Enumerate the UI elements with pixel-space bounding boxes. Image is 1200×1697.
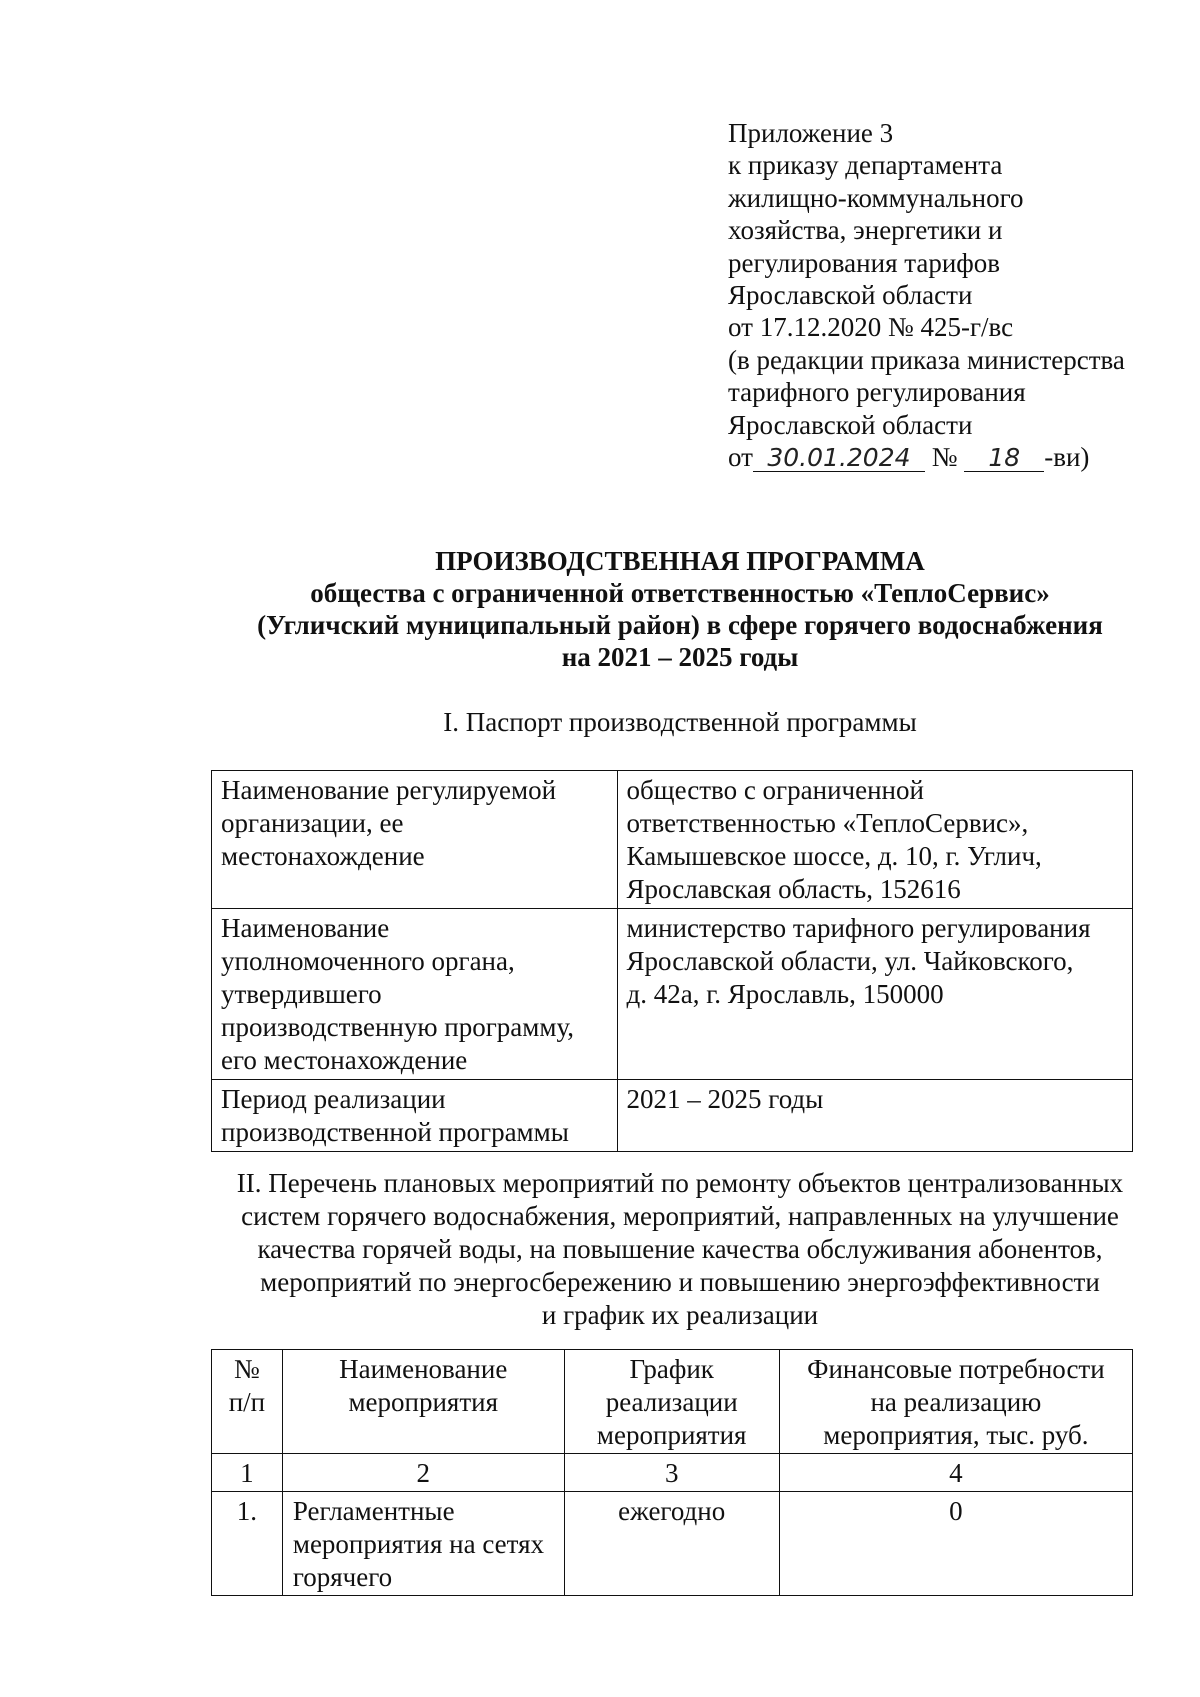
- table-row: [212, 771, 1133, 909]
- header-line: мероприятия: [596, 1420, 747, 1450]
- cell-line: Наименование регулируемой: [221, 775, 557, 805]
- appendix-line: регулирования тарифов: [728, 247, 1001, 278]
- passport-label-cell: [212, 909, 618, 1080]
- cell-line: общество с ограниченной: [626, 775, 924, 805]
- section-2-title-line: II. Перечень плановых мероприятий по ремонту объектов централизованных: [236, 1168, 1124, 1198]
- document-title: [150, 545, 1200, 673]
- appendix-line: Ярославской области: [728, 280, 973, 311]
- section-2-title-line: качества горячей воды, на повышение качества обслуживания абонентов,: [257, 1234, 1103, 1264]
- cell-line: Регламентные: [292, 1496, 455, 1526]
- appendix-amendment-line: [728, 441, 1168, 473]
- cell-line: Наименование: [221, 913, 390, 943]
- schedule-cell: ежегодно: [564, 1492, 779, 1596]
- cell-line: местонахождение: [221, 841, 425, 871]
- header-line: мероприятия, тыс. руб.: [823, 1420, 1089, 1450]
- section-2-title: [150, 1167, 1200, 1332]
- header-line: №: [234, 1354, 260, 1384]
- passport-table: [211, 770, 1133, 1152]
- cell-line: Период реализации: [221, 1084, 446, 1114]
- passport-value-cell: [617, 909, 1132, 1080]
- header-line: на реализацию: [870, 1387, 1042, 1417]
- header-line: реализации: [605, 1387, 738, 1417]
- amendment-suffix: -ви): [1044, 442, 1090, 473]
- table-row: [212, 1080, 1133, 1152]
- cell-line: 2021 – 2025 годы: [626, 1084, 824, 1114]
- cell-line: горячего: [292, 1562, 393, 1592]
- cell-line: производственной программы: [221, 1117, 569, 1147]
- section-2-title-line: мероприятий по энергосбережению и повышению энергоэффективности: [260, 1267, 1100, 1297]
- column-numbers-row: [212, 1454, 1133, 1492]
- column-number-cell: 1: [212, 1454, 283, 1492]
- header-line: График: [629, 1354, 714, 1384]
- table-row: [212, 1492, 1133, 1596]
- section-1-title: [150, 706, 1200, 739]
- title-line: ПРОИЗВОДСТВЕННАЯ ПРОГРАММА: [435, 546, 925, 576]
- section-2-title-line: и график их реализации: [541, 1300, 819, 1330]
- passport-label-cell: [212, 771, 618, 909]
- appendix-block: [728, 117, 1168, 473]
- cell-line: производственную программу,: [221, 1012, 574, 1042]
- appendix-line: Приложение 3: [728, 118, 894, 148]
- cell-line: ответственностью «ТеплоСервис»,: [626, 808, 1029, 838]
- cell-line: уполномоченного органа,: [221, 946, 515, 976]
- column-number-cell: 2: [282, 1454, 564, 1492]
- appendix-line: жилищно-коммунального: [728, 182, 1024, 213]
- appendix-line: к приказу департамента: [728, 150, 1003, 181]
- cell-line: его местонахождение: [221, 1045, 468, 1075]
- cell-line: министерство тарифного регулирования: [626, 913, 1091, 943]
- number-sign: №: [931, 442, 958, 473]
- cell-line: Ярославской области, ул. Чайковского,: [626, 946, 1074, 976]
- table-row: [212, 909, 1133, 1080]
- column-header-schedule: [564, 1350, 779, 1454]
- header-line: мероприятия: [348, 1387, 498, 1417]
- appendix-line: (в редакции приказа министерства: [728, 344, 1125, 375]
- column-number-cell: 3: [564, 1454, 779, 1492]
- events-table: [211, 1349, 1133, 1596]
- amendment-prefix: от: [728, 442, 753, 473]
- cell-line: мероприятия на сетях: [292, 1529, 545, 1559]
- title-line: общества с ограниченной ответственностью «ТеплоСервис»: [310, 578, 1050, 608]
- cell-line: Камышевское шоссе, д. 10, г. Углич,: [626, 841, 1042, 871]
- passport-value-cell: [617, 1080, 1132, 1152]
- appendix-line: Ярославской области: [728, 409, 973, 440]
- cell-line: организации, ее: [221, 808, 404, 838]
- handwritten-number: 18: [964, 445, 1044, 472]
- passport-value-cell: [617, 771, 1132, 909]
- cell-line: д. 42а, г. Ярославль, 150000: [626, 979, 944, 1009]
- handwritten-date: 30.01.2024: [753, 445, 925, 472]
- column-header-name: [282, 1350, 564, 1454]
- row-number-cell: 1.: [212, 1492, 283, 1596]
- section-2-title-line: систем горячего водоснабжения, мероприятий, направленных на улучшение: [241, 1201, 1119, 1231]
- table-header-row: [212, 1350, 1133, 1454]
- appendix-line: хозяйства, энергетики и: [728, 215, 1003, 246]
- column-header-cost: [779, 1350, 1132, 1454]
- title-line: на 2021 – 2025 годы: [561, 642, 799, 672]
- cell-line: Ярославская область, 152616: [626, 874, 961, 904]
- header-line: п/п: [228, 1387, 266, 1417]
- cost-cell: 0: [779, 1492, 1132, 1596]
- title-line: (Угличский муниципальный район) в сфере горячего водоснабжения: [257, 610, 1103, 640]
- section-1-title-text: I. Паспорт производственной программы: [443, 707, 917, 737]
- header-line: Финансовые потребности: [807, 1354, 1105, 1384]
- cell-line: утвердившего: [221, 979, 382, 1009]
- appendix-line: тарифного регулирования: [728, 377, 1026, 408]
- column-number-cell: 4: [779, 1454, 1132, 1492]
- appendix-line: от 17.12.2020 № 425-г/вс: [728, 312, 1014, 343]
- header-line: Наименование: [339, 1354, 508, 1384]
- event-name-cell: [282, 1492, 564, 1596]
- column-header-number: [212, 1350, 283, 1454]
- passport-label-cell: [212, 1080, 618, 1152]
